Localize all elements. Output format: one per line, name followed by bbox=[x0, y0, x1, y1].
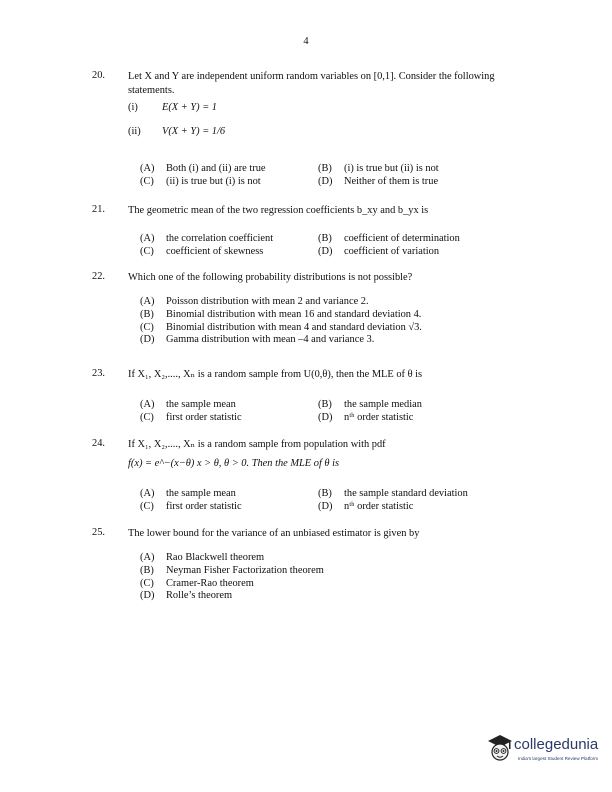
option-c[interactable]: (C) Cramer-Rao theorem bbox=[140, 577, 254, 589]
option-c[interactable]: (C) Binomial distribution with mean 4 and standard deviation √3. bbox=[140, 321, 422, 333]
question-number: 21. bbox=[92, 204, 105, 215]
statement-i: (i) E(X + Y) = 1 bbox=[128, 102, 218, 113]
question-text: The lower bound for the variance of an unbiased estimator is given by bbox=[128, 528, 420, 539]
option-c[interactable]: (C) (ii) is true but (i) is not bbox=[140, 176, 261, 187]
option-d[interactable]: (D) nᵗʰ order statistic bbox=[318, 412, 414, 423]
option-b[interactable]: (B) Neyman Fisher Factorization theorem bbox=[140, 564, 324, 576]
statement-ii: (ii) V(X + Y) = 1/6 bbox=[128, 126, 226, 137]
question-text: Which one of the following probability distributions is not possible? bbox=[128, 272, 413, 283]
question-number: 25. bbox=[92, 527, 105, 538]
question-number: 22. bbox=[92, 271, 105, 282]
option-d[interactable]: (D) nᵗʰ order statistic bbox=[318, 501, 414, 512]
question-number: 23. bbox=[92, 368, 105, 379]
option-a[interactable]: (A) the sample mean bbox=[140, 399, 236, 410]
option-b[interactable]: (B) Binomial distribution with mean 16 and standard deviation 4. bbox=[140, 308, 422, 320]
collegedunia-logo bbox=[486, 732, 606, 772]
question-number: 24. bbox=[92, 438, 105, 449]
option-c[interactable]: (C) first order statistic bbox=[140, 412, 242, 423]
logo-wordmark: collegedunia bbox=[514, 736, 599, 753]
option-d[interactable]: (D) Neither of them is true bbox=[318, 176, 439, 187]
option-a[interactable]: (A) the correlation coefficient bbox=[140, 233, 274, 244]
option-a[interactable]: (A) Poisson distribution with mean 2 and variance 2. bbox=[140, 296, 369, 307]
option-d[interactable]: (D) Rolle’s theorem bbox=[140, 590, 233, 602]
question-text: If X₁, X₂,...., Xₙ is a random sample from population with pdf bbox=[128, 439, 386, 450]
graduate-mascot-icon bbox=[486, 732, 514, 766]
option-c[interactable]: (C) first order statistic bbox=[140, 501, 242, 512]
pdf-formula: f(x) = e^−(x−θ) x > θ, θ > 0. Then the MLE of θ is bbox=[128, 458, 340, 469]
option-c[interactable]: (C) coefficient of skewness bbox=[140, 246, 264, 257]
option-d[interactable]: (D) coefficient of variation bbox=[318, 246, 440, 257]
option-b[interactable]: (B) (i) is true but (ii) is not bbox=[318, 163, 439, 174]
option-b[interactable]: (B) coefficient of determination bbox=[318, 233, 460, 244]
option-a[interactable]: (A) Rao Blackwell theorem bbox=[140, 552, 265, 563]
option-b[interactable]: (B) the sample median bbox=[318, 399, 422, 410]
question-text: Let X and Y are independent uniform random variables on [0,1]. Consider the following statements. bbox=[128, 71, 495, 96]
option-d[interactable]: (D) Gamma distribution with mean –4 and variance 3. bbox=[140, 334, 375, 346]
logo-tagline: India's largest Student Review Platform bbox=[518, 756, 599, 761]
question-number: 20. bbox=[92, 70, 105, 81]
question-text: If X₁, X₂,...., Xₙ is a random sample from U(0,θ), then the MLE of θ is bbox=[128, 369, 423, 380]
option-a[interactable]: (A) the sample mean bbox=[140, 488, 236, 499]
page-number: 4 bbox=[303, 36, 309, 47]
question-text: The geometric mean of the two regression coefficients b_xy and b_yx is bbox=[128, 205, 429, 216]
option-b[interactable]: (B) the sample standard deviation bbox=[318, 488, 468, 499]
option-a[interactable]: (A) Both (i) and (ii) are true bbox=[140, 163, 266, 174]
